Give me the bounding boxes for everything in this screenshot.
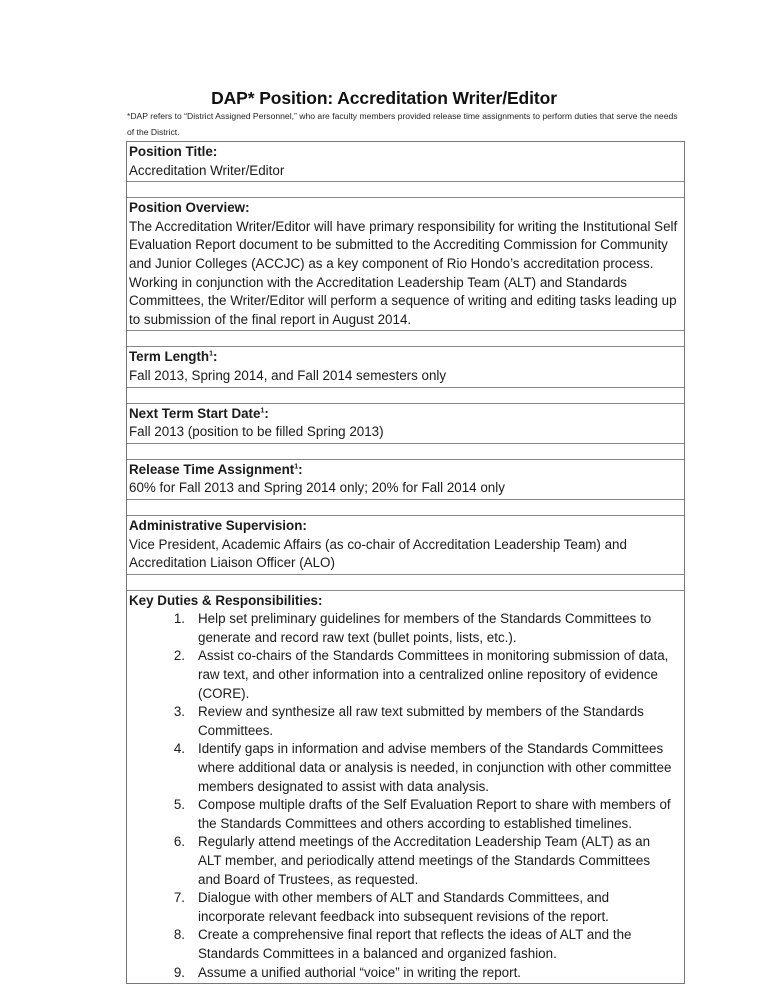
- spacer-row: [127, 182, 684, 198]
- page-title: DAP* Position: Accreditation Writer/Editor: [211, 88, 557, 108]
- duty-item: 5. Compose multiple drafts of the Self Evaluation Report to share with members of the Standards Committees and others according to established timelines.: [173, 797, 671, 831]
- position-overview-value: The Accreditation Writer/Editor will have primary responsibility for writing the Institutional Self Evaluation Report document to be submitted to the Accrediting Commission for Community and Junior Colleges (ACCJC) as a key component of Rio Hondo’s accreditation process. Working in conjunction with the Accreditation Leadership Team (ALT) and Standards Committees, the Writer/Editor will perform a sequence of writing and editing tasks leading up to submission of the final report in August 2014.: [129, 218, 678, 327]
- footnote-mark: 1: [209, 350, 214, 358]
- term-length-row: [127, 347, 684, 387]
- admin-supervision-label: Administrative Supervision:: [129, 517, 307, 533]
- term-length-value: Fall 2013, Spring 2014, and Fall 2014 semesters only: [129, 367, 447, 383]
- spacer-row: [127, 444, 684, 460]
- position-overview-row: [127, 198, 684, 331]
- release-time-label: Release Time Assignment$^1$:: [129, 461, 303, 477]
- next-term-start-label: Next Term Start Date$^1$:: [129, 405, 269, 421]
- duty-item: 2. Assist co-chairs of the Standards Committees in monitoring submission of data, raw text, and other information into a centralized online repository of evidence (CORE).: [173, 648, 669, 701]
- release-time-value: 60% for Fall 2013 and Spring 2014 only; 20% for Fall 2014 only: [129, 480, 505, 496]
- key-duties-label: Key Duties & Responsibilities:: [129, 592, 323, 608]
- position-title-label: Position Title:: [129, 144, 218, 159]
- duty-item: 1. Help set preliminary guidelines for members of the Standards Committees to generate and record raw text (bullet points, lists, etc.).: [173, 611, 652, 645]
- position-title-row: [127, 142, 684, 182]
- duty-item: 8. Create a comprehensive final report that reflects the ideas of ALT and the Standards Committees in a balanced and organized fashion.: [173, 927, 632, 961]
- next-term-start-value: Fall 2013 (position to be filled Spring 2013): [129, 424, 384, 440]
- duty-item: 6. Regularly attend meetings of the Accreditation Leadership Team (ALT) as an ALT member, and periodically attend meetings of the Standards Committees and Board of Trustees, as requested.: [173, 834, 651, 887]
- footnote-mark: 1: [294, 463, 299, 471]
- position-details-table: [126, 141, 685, 984]
- next-term-start-row: [127, 404, 684, 444]
- key-duties-row: [127, 591, 684, 983]
- spacer-row: [127, 331, 684, 347]
- spacer-row: [127, 388, 684, 404]
- admin-supervision-value: Vice President, Academic Affairs (as co-chair of Accreditation Leadership Team) and Accreditation Liaison Officer (ALO): [129, 536, 627, 571]
- position-overview-label: Position Overview:: [129, 200, 250, 216]
- release-time-row: [127, 460, 684, 500]
- duty-item: 9. Assume a unified authorial “voice” in writing the report.: [173, 964, 522, 980]
- spacer-row: [127, 500, 684, 516]
- spacer-row: [127, 575, 684, 591]
- admin-supervision-row: [127, 516, 684, 575]
- key-duties-list: [129, 610, 682, 982]
- term-length-label: Term Length$^1$:: [129, 349, 218, 365]
- footnote-mark: 1: [260, 407, 265, 415]
- duty-item: 4. Identify gaps in information and advise members of the Standards Committees where additional data or analysis is needed, in conjunction with other committee members designated to assist with data analysis.: [173, 741, 672, 794]
- duty-item: 7. Dialogue with other members of ALT and Standards Committees, and incorporate relevant feedback into subsequent revisions of the report.: [173, 890, 610, 924]
- duty-item: 3. Review and synthesize all raw text submitted by members of the Standards Committees.: [173, 704, 644, 738]
- dap-footnote: *DAP refers to “District Assigned Personnel,” who are faculty members provided release time assignments to perform duties that serve the needs of the District.: [127, 111, 678, 137]
- position-title-value: Accreditation Writer/Editor: [129, 162, 285, 178]
